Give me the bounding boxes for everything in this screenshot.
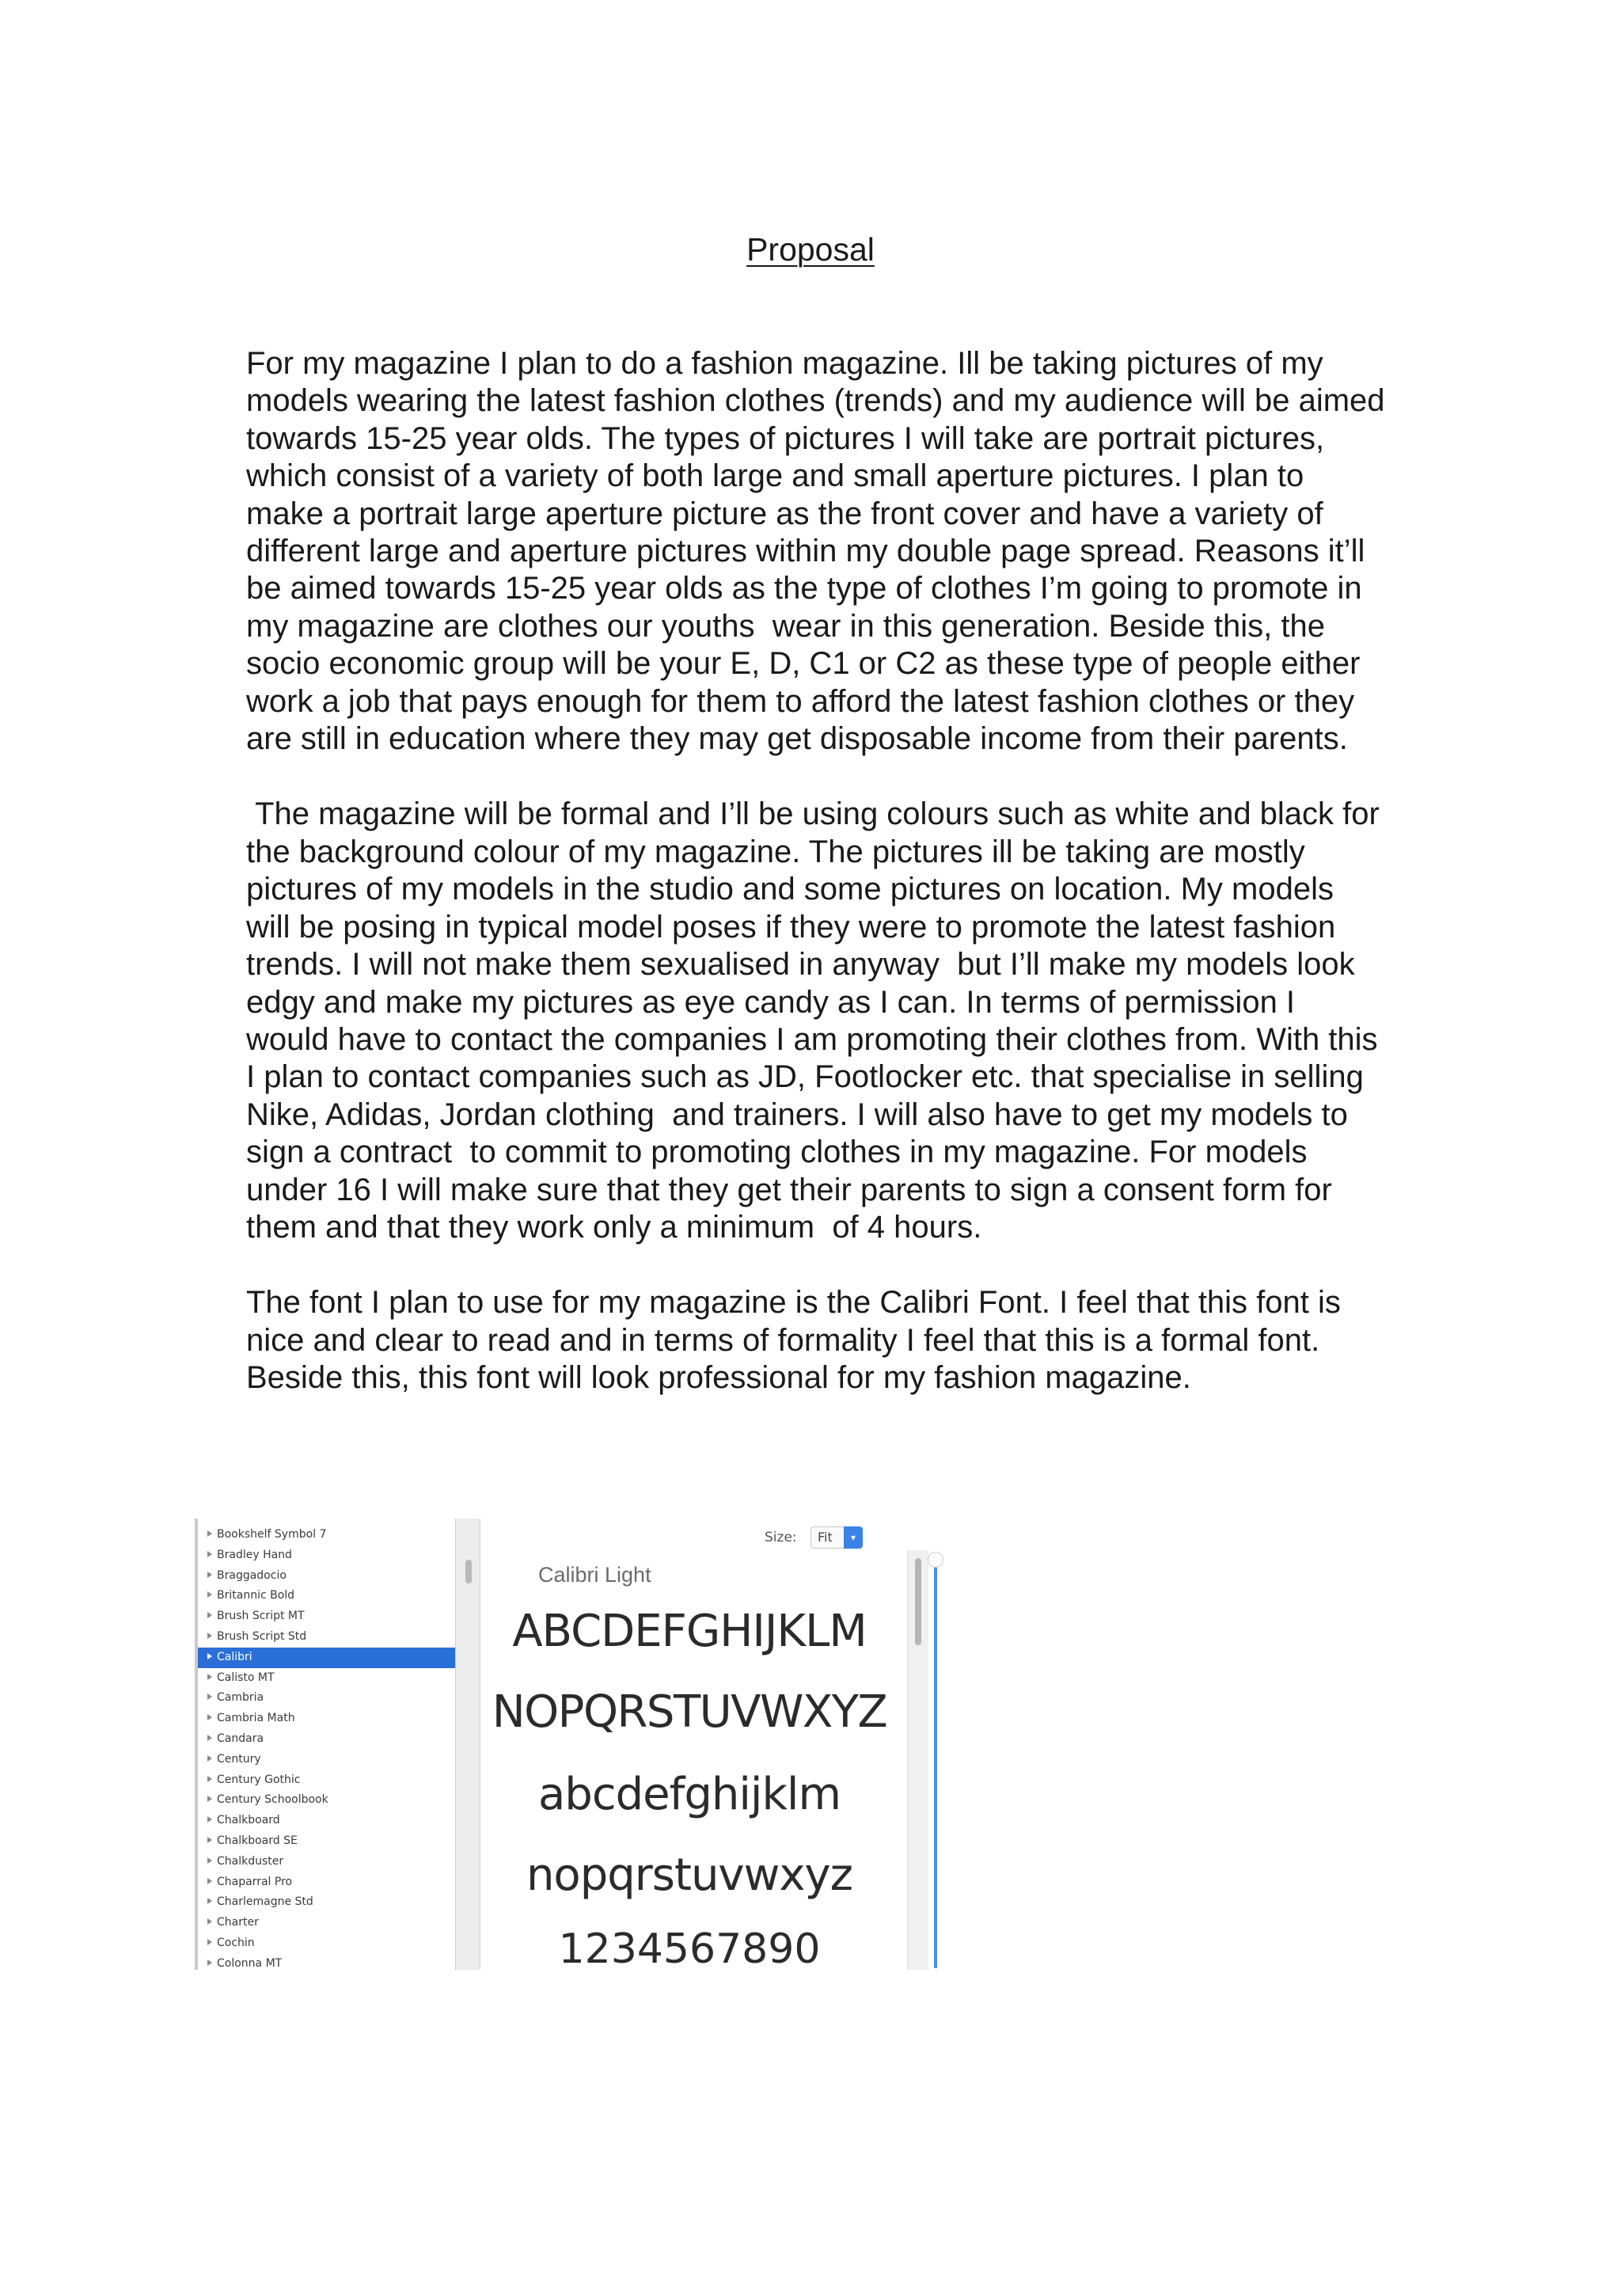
font-list-item-label: Chaparral Pro — [217, 1875, 293, 1888]
chevron-down-icon[interactable]: ▾ — [844, 1526, 863, 1549]
paragraph-font: The font I plan to use for my magazine is the Calibri Font. I feel that this font is nice and clear to read and in terms of formality I feel that this is a formal font. Beside this, this font will look professional for my fashion magazine. — [246, 1285, 1350, 1396]
font-list-item-label: Cambria Math — [217, 1712, 295, 1725]
preview-font-name: Calibri Light — [538, 1563, 651, 1587]
disclosure-triangle-icon[interactable] — [207, 1572, 212, 1578]
disclosure-triangle-icon[interactable] — [207, 1878, 212, 1884]
disclosure-triangle-icon[interactable] — [207, 1612, 212, 1618]
preview-lowercase-2: nopqrstuvwxyz — [526, 1849, 853, 1901]
preview-uppercase-2: NOPQRSTUVWXYZ — [492, 1686, 887, 1738]
disclosure-triangle-icon[interactable] — [207, 1776, 212, 1782]
font-list-item-label: Charter — [217, 1916, 259, 1929]
font-list-item-label: Candara — [217, 1732, 264, 1745]
preview-scrollbar[interactable] — [907, 1550, 928, 1970]
font-list-item-label: Calibri — [217, 1650, 252, 1663]
disclosure-triangle-icon[interactable] — [207, 1633, 212, 1639]
font-list-scrollbar[interactable] — [456, 1519, 480, 1970]
disclosure-triangle-icon[interactable] — [207, 1837, 212, 1843]
disclosure-triangle-icon[interactable] — [207, 1591, 212, 1598]
preview-digits: 1234567890 — [558, 1925, 821, 1970]
font-list-item-label: Century Gothic — [217, 1773, 301, 1786]
font-list-item-label: Charlemagne Std — [217, 1895, 313, 1909]
font-list-item[interactable] — [198, 1606, 455, 1627]
font-list-item-label: Colonna MT — [217, 1956, 283, 1970]
disclosure-triangle-icon[interactable] — [207, 1714, 212, 1720]
font-list-item[interactable] — [198, 1954, 455, 1970]
disclosure-triangle-icon[interactable] — [207, 1755, 212, 1762]
font-list-item-label: Britannic Bold — [217, 1589, 295, 1602]
font-list-item[interactable] — [198, 1566, 455, 1587]
font-list-item-label: Chalkduster — [217, 1854, 284, 1868]
font-list-item[interactable] — [198, 1709, 455, 1729]
disclosure-triangle-icon[interactable] — [207, 1653, 212, 1659]
font-list-item-label: Calisto MT — [217, 1671, 275, 1684]
font-list-item-label: Century — [217, 1752, 261, 1766]
font-list-item[interactable] — [198, 1750, 455, 1770]
font-list-item[interactable] — [198, 1688, 455, 1709]
disclosure-triangle-icon[interactable] — [207, 1693, 212, 1700]
preview-lowercase-1: abcdefghijklm — [537, 1769, 841, 1820]
font-list-item-label: Chalkboard SE — [217, 1834, 298, 1847]
font-list-item[interactable] — [198, 1770, 455, 1791]
disclosure-triangle-icon[interactable] — [207, 1551, 212, 1557]
disclosure-triangle-icon[interactable] — [207, 1796, 212, 1802]
font-list-item[interactable] — [198, 1668, 455, 1689]
disclosure-triangle-icon[interactable] — [207, 1857, 212, 1864]
size-slider-knob[interactable] — [928, 1552, 943, 1568]
font-list-item-label: Braggadocio — [217, 1568, 287, 1582]
font-list-item[interactable] — [198, 1586, 455, 1606]
font-list-item-label: Cambria — [217, 1691, 264, 1705]
preview-scroll-thumb[interactable] — [915, 1558, 921, 1645]
page-title: Proposal — [746, 231, 875, 268]
font-list — [195, 1519, 456, 1970]
size-select[interactable] — [810, 1526, 863, 1549]
font-list-item-label: Bookshelf Symbol 7 — [217, 1528, 327, 1541]
disclosure-triangle-icon[interactable] — [207, 1898, 212, 1904]
font-list-item[interactable] — [198, 1852, 455, 1872]
font-list-item[interactable] — [198, 1545, 455, 1566]
font-list-item[interactable] — [198, 1648, 455, 1668]
font-list-item[interactable] — [198, 1525, 455, 1545]
font-list-items — [198, 1525, 455, 1970]
paragraph-audience: For my magazine I plan to do a fashion magazine. Ill be taking pictures of my models wearing the latest fashion clothes (trends) and my audience will be aimed towards 15-25 year olds. The types of pictures I will take are portrait pictures, which consist of a variety of both large and small aperture pictures. I plan to make a portrait large aperture picture as the front cover and have a variety of different large and aperture pictures within my double page spread. Reasons it’ll be aimed towards 15-25 year olds as the type of clothes I’m going to promote in my magazine are clothes our youths wear in this generation. Beside this, the socio economic group will be your E, D, C1 or C2 as these type of people either work a job that pays enough for them to afford the latest fashion clothes or they are still in education where they may get disposable income from their parents. — [246, 346, 1394, 757]
font-list-item-label: Century Schoolbook — [217, 1793, 328, 1807]
font-list-item-label: Cochin — [217, 1936, 255, 1949]
font-list-scroll-thumb[interactable] — [465, 1560, 472, 1583]
disclosure-triangle-icon[interactable] — [207, 1674, 212, 1680]
paragraph-style: The magazine will be formal and I’ll be using colours such as white and black for the background colour of my magazine. The pictures ill be taking are mostly pictures of my models in the studio and some pictures on location. My models will be posing in typical model poses if they were to promote the latest fashion trends. I will not make them sexualised in anyway but I’ll make my models look edgy and make my pictures as eye candy as I can. In terms of permission I would have to contact the companies I am promoting their clothes from. With this I plan to contact companies such as JD, Footlocker etc. that specialise in selling Nike, Adidas, Jordan clothing and trainers. I will also have to get my models to sign a contract to commit to promoting clothes in my magazine. For models under 16 I will make sure that they get their parents to sign a consent form for them and that they work only a minimum of 4 hours. — [246, 796, 1388, 1245]
font-list-item-label: Chalkboard — [217, 1814, 280, 1827]
font-list-item-label: Bradley Hand — [217, 1548, 292, 1561]
disclosure-triangle-icon[interactable] — [207, 1960, 212, 1966]
size-label: Size: — [765, 1530, 797, 1545]
font-list-item[interactable] — [198, 1831, 455, 1852]
font-list-item[interactable] — [198, 1811, 455, 1831]
size-slider-track[interactable] — [934, 1563, 937, 1968]
proposal-body — [246, 345, 1394, 1397]
font-list-item[interactable] — [198, 1892, 455, 1913]
font-list-item[interactable] — [198, 1872, 455, 1893]
font-picker-screenshot — [195, 1519, 970, 1970]
preview-uppercase-1: ABCDEFGHIJKLM — [512, 1606, 867, 1657]
disclosure-triangle-icon[interactable] — [207, 1735, 212, 1741]
font-list-item-label: Brush Script Std — [217, 1629, 307, 1643]
size-select-value: Fit — [818, 1530, 833, 1545]
font-list-item[interactable] — [198, 1627, 455, 1648]
font-list-item-label: Brush Script MT — [217, 1610, 305, 1623]
disclosure-triangle-icon[interactable] — [207, 1918, 212, 1925]
font-list-item[interactable] — [198, 1790, 455, 1811]
font-list-item[interactable] — [198, 1729, 455, 1750]
font-list-item[interactable] — [198, 1933, 455, 1954]
disclosure-triangle-icon[interactable] — [207, 1530, 212, 1537]
font-list-item[interactable] — [198, 1913, 455, 1933]
disclosure-triangle-icon[interactable] — [207, 1816, 212, 1823]
disclosure-triangle-icon[interactable] — [207, 1939, 212, 1945]
